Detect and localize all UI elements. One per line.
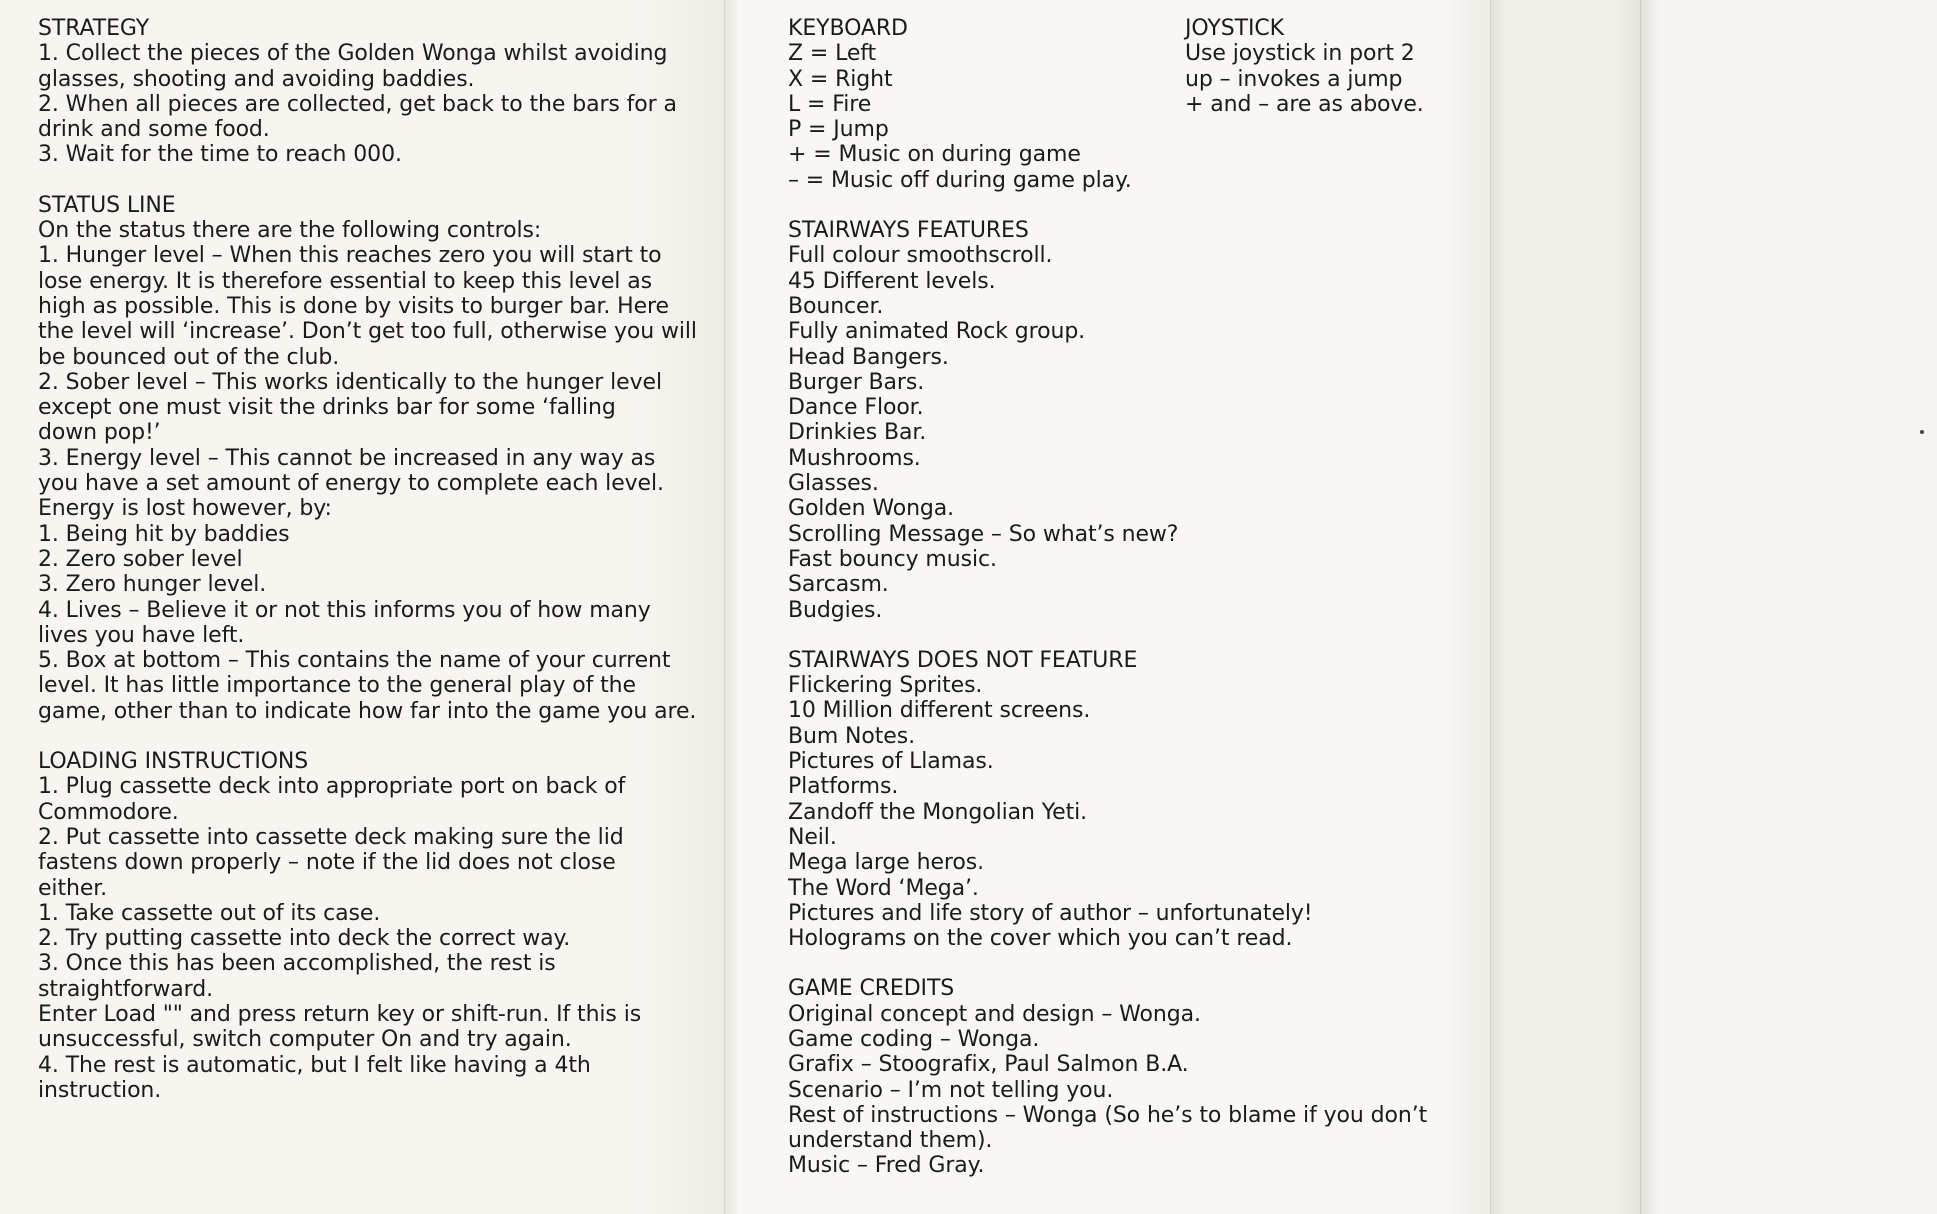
stairways-does-not-feature-line: The Word ‘Mega’. <box>788 875 979 901</box>
game-credits-line: Scenario – I’m not telling you. <box>788 1077 1114 1103</box>
status-line-line: 1. Being hit by baddies <box>38 521 290 547</box>
stairways-features-line: Fully animated Rock group. <box>788 319 1086 345</box>
status-line-heading: STATUS LINE <box>38 192 176 218</box>
loading-instructions-lines <box>38 774 698 1103</box>
loading-instructions-line: instruction. <box>38 1077 162 1103</box>
strategy-heading: STRATEGY <box>38 16 150 41</box>
status-line-line: 2. Sober level – This works identically to the hunger level <box>38 369 662 395</box>
status-line-line: high as possible. This is done by visits to burger bar. Here <box>38 293 669 319</box>
stairways-features-line: Burger Bars. <box>788 369 925 395</box>
game-credits-line: Grafix – Stoografix, Paul Salmon B.A. <box>788 1052 1189 1078</box>
loading-instructions-line: 1. Plug cassette deck into appropriate port on back of <box>38 774 626 800</box>
stairways-features-section <box>788 218 1428 623</box>
stairways-does-not-feature-line: Flickering Sprites. <box>788 673 983 699</box>
game-credits-line: Rest of instructions – Wonga (So he’s to blame if you don’t <box>788 1102 1428 1128</box>
stairways-features-line: Budgies. <box>788 597 883 623</box>
status-line-line: the level will ‘increase’. Don’t get too full, otherwise you will <box>38 319 697 345</box>
status-line-line: 3. Energy level – This cannot be increased in any way as <box>38 445 656 471</box>
loading-instructions-line: either. <box>38 875 108 901</box>
joystick-line: Use joystick in port 2 <box>1185 41 1415 67</box>
loading-instructions-line: 2. Try putting cassette into deck the correct way. <box>38 926 571 952</box>
game-credits-heading: GAME CREDITS <box>788 976 955 1002</box>
loading-instructions-line: Commodore. <box>38 799 179 825</box>
stairways-features-lines <box>788 243 1428 622</box>
stairways-features-line: Scrolling Message – So what’s new? <box>788 521 1179 547</box>
stairways-features-line: Bouncer. <box>788 293 884 319</box>
keyboard-line: – = Music off during game play. <box>788 167 1132 193</box>
strategy-section <box>38 16 698 168</box>
stairways-features-heading: STAIRWAYS FEATURES <box>788 218 1029 244</box>
status-line-line: 3. Zero hunger level. <box>38 572 267 598</box>
stairways-does-not-feature-line: Zandoff the Mongolian Yeti. <box>788 799 1088 825</box>
stairways-features-line: Golden Wonga. <box>788 496 955 522</box>
joystick-lines <box>1185 41 1445 117</box>
stairways-features-line: Dance Floor. <box>788 395 924 421</box>
game-credits-line: Music – Fred Gray. <box>788 1153 985 1179</box>
stairways-does-not-feature-line: Platforms. <box>788 774 899 800</box>
game-credits-section <box>788 976 1428 1178</box>
stairways-features-line: Drinkies Bar. <box>788 420 927 446</box>
game-credits-line: Game coding – Wonga. <box>788 1026 1040 1052</box>
left-column <box>38 16 698 1128</box>
status-line-line: Energy is lost however, by: <box>38 496 332 522</box>
loading-instructions-line: straightforward. <box>38 976 214 1002</box>
keyboard-line: Z = Left <box>788 41 877 67</box>
status-line-line: On the status there are the following controls: <box>38 218 542 244</box>
stairways-does-not-feature-line: 10 Million different screens. <box>788 698 1091 724</box>
joystick-line: + and – are as above. <box>1185 91 1424 117</box>
game-credits-lines <box>788 1002 1428 1179</box>
stairways-features-line: Head Bangers. <box>788 344 949 370</box>
keyboard-line: + = Music on during game <box>788 142 1081 168</box>
keyboard-heading: KEYBOARD <box>788 16 908 41</box>
loading-instructions-line: fastens down properly – note if the lid does not close <box>38 850 616 876</box>
stairways-features-line: Fast bouncy music. <box>788 546 997 572</box>
inlay-flap <box>1640 0 1937 1214</box>
strategy-line: glasses, shooting and avoiding baddies. <box>38 66 475 92</box>
stairways-does-not-feature-line: Neil. <box>788 824 837 850</box>
stairways-does-not-feature-line: Pictures and life story of author – unfortunately! <box>788 900 1313 926</box>
status-line-line: except one must visit the drinks bar for some ‘falling <box>38 395 616 421</box>
status-line-line: be bounced out of the club. <box>38 344 340 370</box>
status-line-lines <box>38 218 698 724</box>
strategy-line: 2. When all pieces are collected, get back to the bars for a <box>38 91 677 117</box>
stairways-does-not-feature-line: Bum Notes. <box>788 723 915 749</box>
game-credits-line: Original concept and design – Wonga. <box>788 1001 1201 1027</box>
status-line-line: lives you have left. <box>38 622 245 648</box>
stairways-does-not-feature-line: Pictures of Llamas. <box>788 749 994 775</box>
loading-instructions-line: Enter Load "" and press return key or shift-run. If this is <box>38 1001 642 1027</box>
stairways-does-not-feature-lines <box>788 673 1428 951</box>
loading-instructions-line: unsuccessful, switch computer On and try again. <box>38 1027 572 1053</box>
status-line-line: level. It has little importance to the general play of the <box>38 673 636 699</box>
status-line-line: 5. Box at bottom – This contains the name of your current <box>38 648 671 674</box>
status-line-line: 2. Zero sober level <box>38 546 243 572</box>
loading-instructions-line: 3. Once this has been accomplished, the rest is <box>38 951 556 977</box>
status-line-line: down pop!’ <box>38 420 161 446</box>
keyboard-line: X = Right <box>788 66 893 92</box>
strategy-line: 1. Collect the pieces of the Golden Wonga whilst avoiding <box>38 41 668 67</box>
strategy-line: drink and some food. <box>38 117 270 143</box>
status-line-line: game, other than to indicate how far into the game you are. <box>38 698 697 724</box>
game-credits-line: understand them). <box>788 1128 993 1154</box>
stairways-does-not-feature-section <box>788 648 1428 952</box>
stairways-features-line: 45 Different levels. <box>788 268 996 294</box>
strategy-lines <box>38 41 698 167</box>
inlay-spine <box>1490 0 1640 1214</box>
loading-instructions-line: 2. Put cassette into cassette deck making sure the lid <box>38 824 624 850</box>
status-line-line: 1. Hunger level – When this reaches zero you will start to <box>38 243 662 269</box>
stairways-features-line: Full colour smoothscroll. <box>788 243 1053 269</box>
loading-instructions-section <box>38 749 698 1103</box>
keyboard-line: P = Jump <box>788 117 889 143</box>
loading-instructions-line: 1. Take cassette out of its case. <box>38 900 381 926</box>
loading-instructions-heading: LOADING INSTRUCTIONS <box>38 749 309 775</box>
middle-column <box>788 16 1428 1204</box>
strategy-line: 3. Wait for the time to reach 000. <box>38 142 402 168</box>
print-speck <box>1920 430 1924 434</box>
joystick-section <box>1185 16 1445 117</box>
status-line-line: lose energy. It is therefore essential to keep this level as <box>38 268 652 294</box>
stairways-does-not-feature-line: Holograms on the cover which you can’t read. <box>788 926 1293 952</box>
status-line-line: you have a set amount of energy to complete each level. <box>38 471 664 497</box>
stairways-features-line: Glasses. <box>788 471 879 497</box>
status-line-line: 4. Lives – Believe it or not this informs you of how many <box>38 597 651 623</box>
keyboard-line: L = Fire <box>788 91 872 117</box>
stairways-does-not-feature-heading: STAIRWAYS DOES NOT FEATURE <box>788 647 1138 673</box>
joystick-heading: JOYSTICK <box>1185 16 1284 41</box>
loading-instructions-line: 4. The rest is automatic, but I felt like having a 4th <box>38 1052 591 1078</box>
stairways-does-not-feature-line: Mega large heros. <box>788 850 984 876</box>
status-line-section <box>38 193 698 724</box>
joystick-line: up – invokes a jump <box>1185 66 1403 92</box>
stairways-features-line: Sarcasm. <box>788 572 889 598</box>
stairways-features-line: Mushrooms. <box>788 445 921 471</box>
